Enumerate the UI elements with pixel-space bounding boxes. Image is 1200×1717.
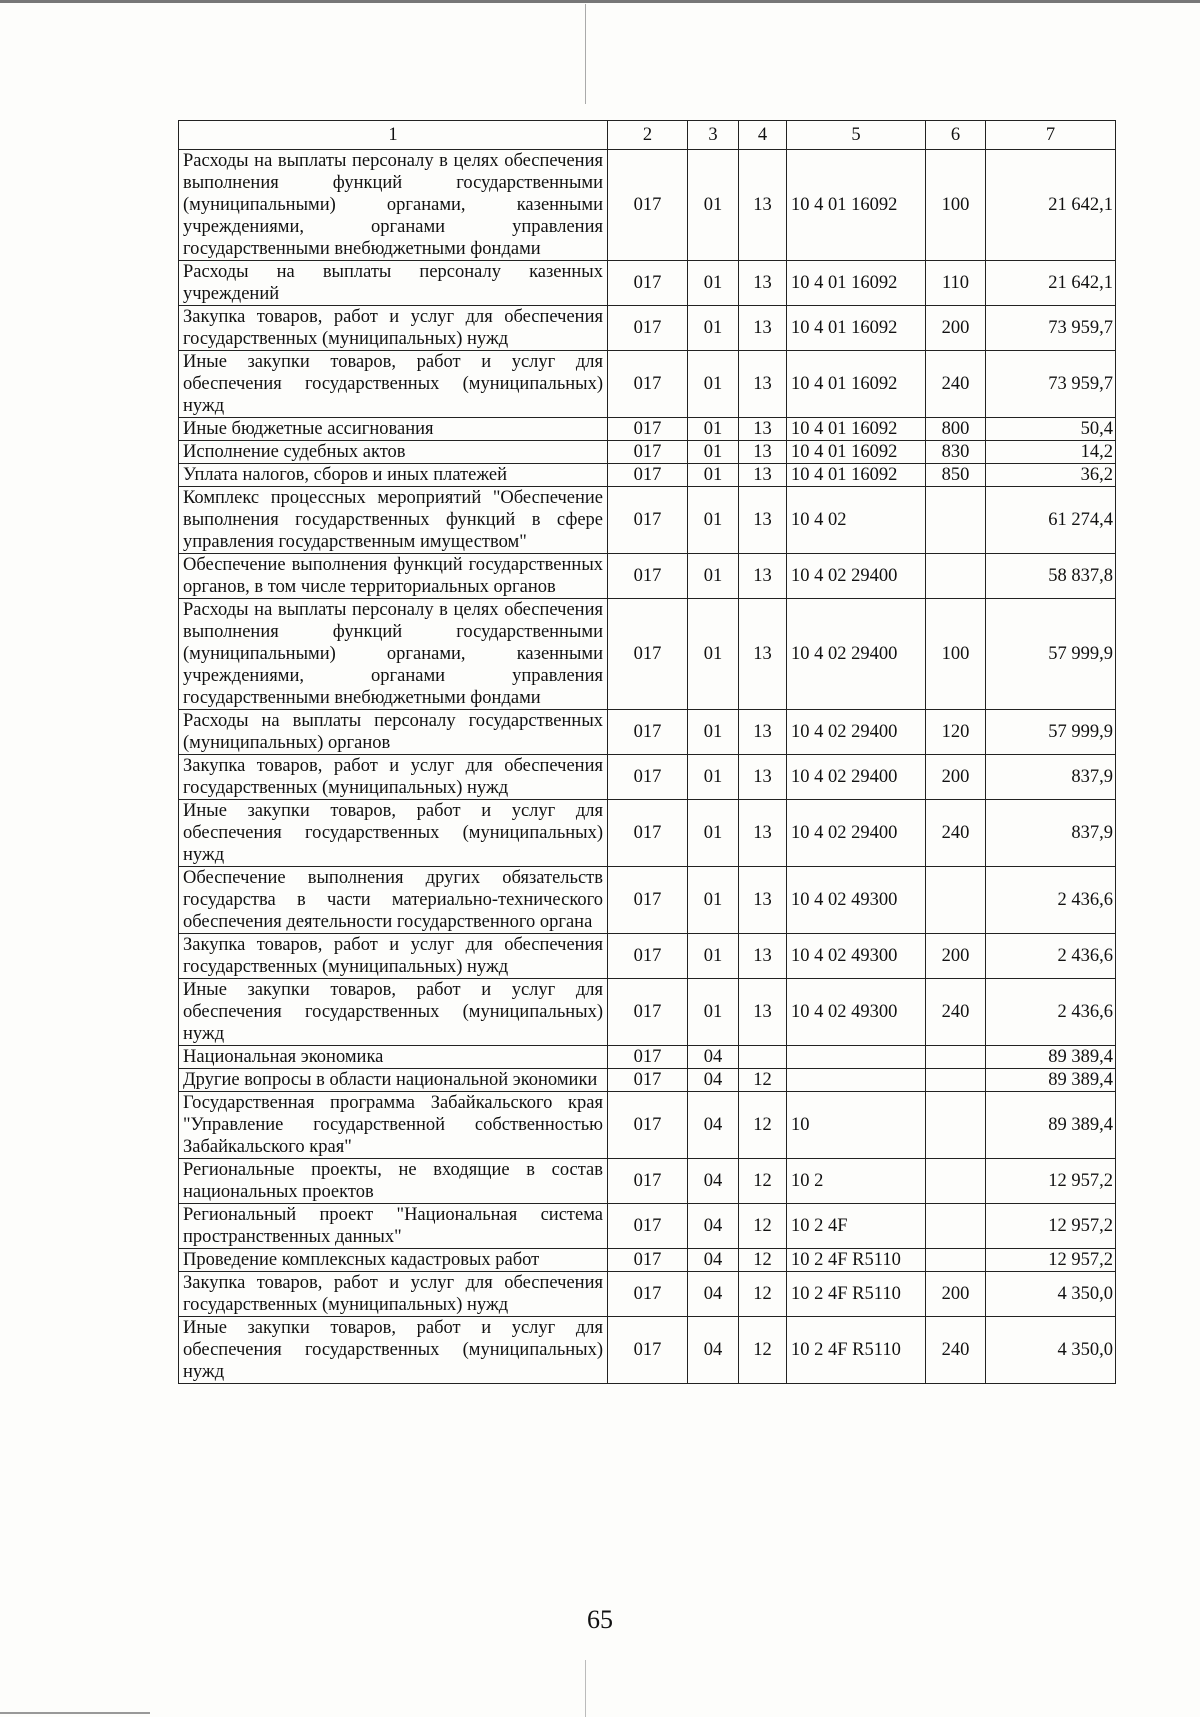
ministry-code-cell: 017: [608, 599, 688, 710]
table-row: [179, 464, 1116, 487]
subsection-code-cell: 13: [739, 441, 787, 464]
table-row: [179, 1204, 1116, 1249]
amount-cell: 73 959,7: [986, 306, 1116, 351]
expense-type-code-cell: 850: [926, 464, 986, 487]
ministry-code-cell: 017: [608, 1204, 688, 1249]
ministry-code-cell: 017: [608, 418, 688, 441]
row-name-cell: Расходы на выплаты персоналу в целях обеспечения выполнения функций государственными (муниципальными) органами, казенными учреждениями, органами управления государственными внебюджетными фондами: [179, 150, 608, 261]
expense-type-code-cell: 100: [926, 150, 986, 261]
row-name-cell: Закупка товаров, работ и услуг для обеспечения государственных (муниципальных) нужд: [179, 1272, 608, 1317]
subsection-code-cell: 12: [739, 1249, 787, 1272]
subsection-code-cell: [739, 1046, 787, 1069]
section-code-cell: 01: [688, 710, 739, 755]
expense-type-code-cell: 200: [926, 306, 986, 351]
row-name-cell: Проведение комплексных кадастровых работ: [179, 1249, 608, 1272]
amount-cell: 21 642,1: [986, 261, 1116, 306]
target-article-code-cell: 10 2 4F: [787, 1204, 926, 1249]
subsection-code-cell: 13: [739, 418, 787, 441]
table-row: [179, 418, 1116, 441]
section-code-cell: 01: [688, 261, 739, 306]
subsection-code-cell: 13: [739, 599, 787, 710]
amount-cell: 837,9: [986, 800, 1116, 867]
table-row: [179, 599, 1116, 710]
amount-cell: 58 837,8: [986, 554, 1116, 599]
expense-type-code-cell: [926, 1204, 986, 1249]
column-header-5: 5: [787, 121, 926, 150]
row-name-cell: Расходы на выплаты персоналу государственных (муниципальных) органов: [179, 710, 608, 755]
amount-cell: 73 959,7: [986, 351, 1116, 418]
row-name-cell: Расходы на выплаты персоналу казенных учреждений: [179, 261, 608, 306]
subsection-code-cell: 13: [739, 755, 787, 800]
amount-cell: 36,2: [986, 464, 1116, 487]
expense-type-code-cell: 240: [926, 979, 986, 1046]
ministry-code-cell: 017: [608, 487, 688, 554]
row-name-cell: Закупка товаров, работ и услуг для обеспечения государственных (муниципальных) нужд: [179, 755, 608, 800]
ministry-code-cell: 017: [608, 306, 688, 351]
row-name-cell: Государственная программа Забайкальского края "Управление государственной собственностью Забайкальского края": [179, 1092, 608, 1159]
ministry-code-cell: 017: [608, 1046, 688, 1069]
section-code-cell: 01: [688, 934, 739, 979]
section-code-cell: 04: [688, 1249, 739, 1272]
target-article-code-cell: 10 4 02 49300: [787, 979, 926, 1046]
target-article-code-cell: 10 4 02 49300: [787, 867, 926, 934]
ministry-code-cell: 017: [608, 351, 688, 418]
ministry-code-cell: 017: [608, 150, 688, 261]
target-article-code-cell: 10 4 01 16092: [787, 150, 926, 261]
table-row: [179, 306, 1116, 351]
amount-cell: 2 436,6: [986, 867, 1116, 934]
target-article-code-cell: [787, 1046, 926, 1069]
expense-type-code-cell: 800: [926, 418, 986, 441]
target-article-code-cell: 10 4 02 29400: [787, 554, 926, 599]
subsection-code-cell: 12: [739, 1159, 787, 1204]
column-header-3: 3: [688, 121, 739, 150]
ministry-code-cell: 017: [608, 1092, 688, 1159]
table-row: [179, 755, 1116, 800]
target-article-code-cell: 10 4 01 16092: [787, 441, 926, 464]
subsection-code-cell: 13: [739, 934, 787, 979]
target-article-code-cell: 10 2 4F R5110: [787, 1272, 926, 1317]
table-row: [179, 1249, 1116, 1272]
target-article-code-cell: 10 4 01 16092: [787, 306, 926, 351]
target-article-code-cell: 10 4 02 29400: [787, 755, 926, 800]
target-article-code-cell: 10: [787, 1092, 926, 1159]
ministry-code-cell: 017: [608, 441, 688, 464]
subsection-code-cell: 13: [739, 710, 787, 755]
row-name-cell: Закупка товаров, работ и услуг для обеспечения государственных (муниципальных) нужд: [179, 306, 608, 351]
scan-top-border: [0, 0, 1200, 3]
expense-type-code-cell: 240: [926, 351, 986, 418]
subsection-code-cell: 12: [739, 1069, 787, 1092]
table-row: [179, 1069, 1116, 1092]
expense-type-code-cell: 200: [926, 934, 986, 979]
section-code-cell: 04: [688, 1317, 739, 1384]
section-code-cell: 01: [688, 441, 739, 464]
expense-type-code-cell: 110: [926, 261, 986, 306]
table-row: [179, 867, 1116, 934]
row-name-cell: Обеспечение выполнения функций государственных органов, в том числе территориальных органов: [179, 554, 608, 599]
table-row: [179, 351, 1116, 418]
row-name-cell: Иные бюджетные ассигнования: [179, 418, 608, 441]
section-code-cell: 01: [688, 800, 739, 867]
ministry-code-cell: 017: [608, 934, 688, 979]
expense-type-code-cell: [926, 1159, 986, 1204]
target-article-code-cell: 10 2: [787, 1159, 926, 1204]
amount-cell: 14,2: [986, 441, 1116, 464]
subsection-code-cell: 13: [739, 261, 787, 306]
ministry-code-cell: 017: [608, 1272, 688, 1317]
expense-type-code-cell: 830: [926, 441, 986, 464]
amount-cell: 4 350,0: [986, 1272, 1116, 1317]
table-row: [179, 800, 1116, 867]
section-code-cell: 01: [688, 150, 739, 261]
section-code-cell: 01: [688, 464, 739, 487]
row-name-cell: Обеспечение выполнения других обязательств государства в части материально-технического обеспечения деятельности государственного органа: [179, 867, 608, 934]
table-row: [179, 1272, 1116, 1317]
column-header-2: 2: [608, 121, 688, 150]
row-name-cell: Региональные проекты, не входящие в состав национальных проектов: [179, 1159, 608, 1204]
amount-cell: 57 999,9: [986, 599, 1116, 710]
table-row: [179, 1317, 1116, 1384]
expense-type-code-cell: 200: [926, 1272, 986, 1317]
subsection-code-cell: 13: [739, 150, 787, 261]
row-name-cell: Другие вопросы в области национальной экономики: [179, 1069, 608, 1092]
budget-table: [178, 120, 1116, 1384]
table-row: [179, 1046, 1116, 1069]
row-name-cell: Закупка товаров, работ и услуг для обеспечения государственных (муниципальных) нужд: [179, 934, 608, 979]
column-header-1: 1: [179, 121, 608, 150]
ministry-code-cell: 017: [608, 800, 688, 867]
target-article-code-cell: 10 2 4F R5110: [787, 1249, 926, 1272]
subsection-code-cell: 12: [739, 1092, 787, 1159]
section-code-cell: 01: [688, 755, 739, 800]
subsection-code-cell: 12: [739, 1317, 787, 1384]
table-row: [179, 1092, 1116, 1159]
budget-table-body: [179, 121, 1116, 1384]
table-row: [179, 979, 1116, 1046]
column-header-7: 7: [986, 121, 1116, 150]
expense-type-code-cell: 100: [926, 599, 986, 710]
row-name-cell: Исполнение судебных актов: [179, 441, 608, 464]
target-article-code-cell: 10 4 01 16092: [787, 261, 926, 306]
subsection-code-cell: 13: [739, 800, 787, 867]
amount-cell: 12 957,2: [986, 1159, 1116, 1204]
ministry-code-cell: 017: [608, 1249, 688, 1272]
expense-type-code-cell: 120: [926, 710, 986, 755]
target-article-code-cell: 10 4 02 29400: [787, 800, 926, 867]
table-row: [179, 710, 1116, 755]
subsection-code-cell: 13: [739, 979, 787, 1046]
target-article-code-cell: 10 4 01 16092: [787, 351, 926, 418]
target-article-code-cell: 10 4 02: [787, 487, 926, 554]
section-code-cell: 01: [688, 351, 739, 418]
section-code-cell: 04: [688, 1272, 739, 1317]
row-name-cell: Расходы на выплаты персоналу в целях обеспечения выполнения функций государственными (муниципальными) органами, казенными учреждениями, органами управления государственными внебюджетными фондами: [179, 599, 608, 710]
expense-type-code-cell: [926, 1069, 986, 1092]
target-article-code-cell: [787, 1069, 926, 1092]
table-header-row: [179, 121, 1116, 150]
target-article-code-cell: 10 4 02 29400: [787, 710, 926, 755]
section-code-cell: 01: [688, 306, 739, 351]
row-name-cell: Иные закупки товаров, работ и услуг для обеспечения государственных (муниципальных) нужд: [179, 800, 608, 867]
section-code-cell: 04: [688, 1159, 739, 1204]
row-name-cell: Национальная экономика: [179, 1046, 608, 1069]
row-name-cell: Комплекс процессных мероприятий "Обеспечение выполнения государственных функций в сфере управления государственным имуществом": [179, 487, 608, 554]
scan-bottom-mark: [0, 1712, 150, 1714]
expense-type-code-cell: [926, 1092, 986, 1159]
scan-fold-line: [585, 4, 586, 104]
ministry-code-cell: 017: [608, 710, 688, 755]
row-name-cell: Иные закупки товаров, работ и услуг для обеспечения государственных (муниципальных) нужд: [179, 351, 608, 418]
row-name-cell: Иные закупки товаров, работ и услуг для обеспечения государственных (муниципальных) нужд: [179, 1317, 608, 1384]
row-name-cell: Иные закупки товаров, работ и услуг для обеспечения государственных (муниципальных) нужд: [179, 979, 608, 1046]
amount-cell: 89 389,4: [986, 1092, 1116, 1159]
ministry-code-cell: 017: [608, 554, 688, 599]
subsection-code-cell: 13: [739, 487, 787, 554]
table-row: [179, 487, 1116, 554]
section-code-cell: 01: [688, 487, 739, 554]
column-header-6: 6: [926, 121, 986, 150]
section-code-cell: 01: [688, 599, 739, 710]
amount-cell: 12 957,2: [986, 1204, 1116, 1249]
subsection-code-cell: 13: [739, 867, 787, 934]
row-name-cell: Уплата налогов, сборов и иных платежей: [179, 464, 608, 487]
subsection-code-cell: 13: [739, 554, 787, 599]
amount-cell: 2 436,6: [986, 979, 1116, 1046]
table-row: [179, 261, 1116, 306]
ministry-code-cell: 017: [608, 464, 688, 487]
scan-fold-line-bottom: [585, 1660, 586, 1717]
subsection-code-cell: 12: [739, 1272, 787, 1317]
amount-cell: 89 389,4: [986, 1069, 1116, 1092]
ministry-code-cell: 017: [608, 867, 688, 934]
expense-type-code-cell: [926, 1249, 986, 1272]
page-number: 65: [587, 1605, 613, 1634]
section-code-cell: 01: [688, 418, 739, 441]
amount-cell: 61 274,4: [986, 487, 1116, 554]
row-name-cell: Региональный проект "Национальная система пространственных данных": [179, 1204, 608, 1249]
ministry-code-cell: 017: [608, 755, 688, 800]
target-article-code-cell: 10 4 01 16092: [787, 418, 926, 441]
section-code-cell: 01: [688, 554, 739, 599]
target-article-code-cell: 10 2 4F R5110: [787, 1317, 926, 1384]
target-article-code-cell: 10 4 01 16092: [787, 464, 926, 487]
ministry-code-cell: 017: [608, 1159, 688, 1204]
amount-cell: 2 436,6: [986, 934, 1116, 979]
ministry-code-cell: 017: [608, 979, 688, 1046]
table-row: [179, 934, 1116, 979]
table-row: [179, 554, 1116, 599]
subsection-code-cell: 13: [739, 306, 787, 351]
table-row: [179, 1159, 1116, 1204]
section-code-cell: 01: [688, 867, 739, 934]
section-code-cell: 04: [688, 1069, 739, 1092]
section-code-cell: 04: [688, 1092, 739, 1159]
target-article-code-cell: 10 4 02 29400: [787, 599, 926, 710]
section-code-cell: 04: [688, 1046, 739, 1069]
expense-type-code-cell: [926, 1046, 986, 1069]
expense-type-code-cell: [926, 867, 986, 934]
expense-type-code-cell: 240: [926, 800, 986, 867]
amount-cell: 50,4: [986, 418, 1116, 441]
amount-cell: 12 957,2: [986, 1249, 1116, 1272]
subsection-code-cell: 13: [739, 464, 787, 487]
amount-cell: 4 350,0: [986, 1317, 1116, 1384]
amount-cell: 89 389,4: [986, 1046, 1116, 1069]
table-row: [179, 150, 1116, 261]
expense-type-code-cell: [926, 487, 986, 554]
target-article-code-cell: 10 4 02 49300: [787, 934, 926, 979]
ministry-code-cell: 017: [608, 1069, 688, 1092]
amount-cell: 57 999,9: [986, 710, 1116, 755]
expense-type-code-cell: 200: [926, 755, 986, 800]
ministry-code-cell: 017: [608, 261, 688, 306]
amount-cell: 837,9: [986, 755, 1116, 800]
expense-type-code-cell: [926, 554, 986, 599]
subsection-code-cell: 12: [739, 1204, 787, 1249]
section-code-cell: 04: [688, 1204, 739, 1249]
amount-cell: 21 642,1: [986, 150, 1116, 261]
expense-type-code-cell: 240: [926, 1317, 986, 1384]
ministry-code-cell: 017: [608, 1317, 688, 1384]
section-code-cell: 01: [688, 979, 739, 1046]
subsection-code-cell: 13: [739, 351, 787, 418]
table-row: [179, 441, 1116, 464]
column-header-4: 4: [739, 121, 787, 150]
